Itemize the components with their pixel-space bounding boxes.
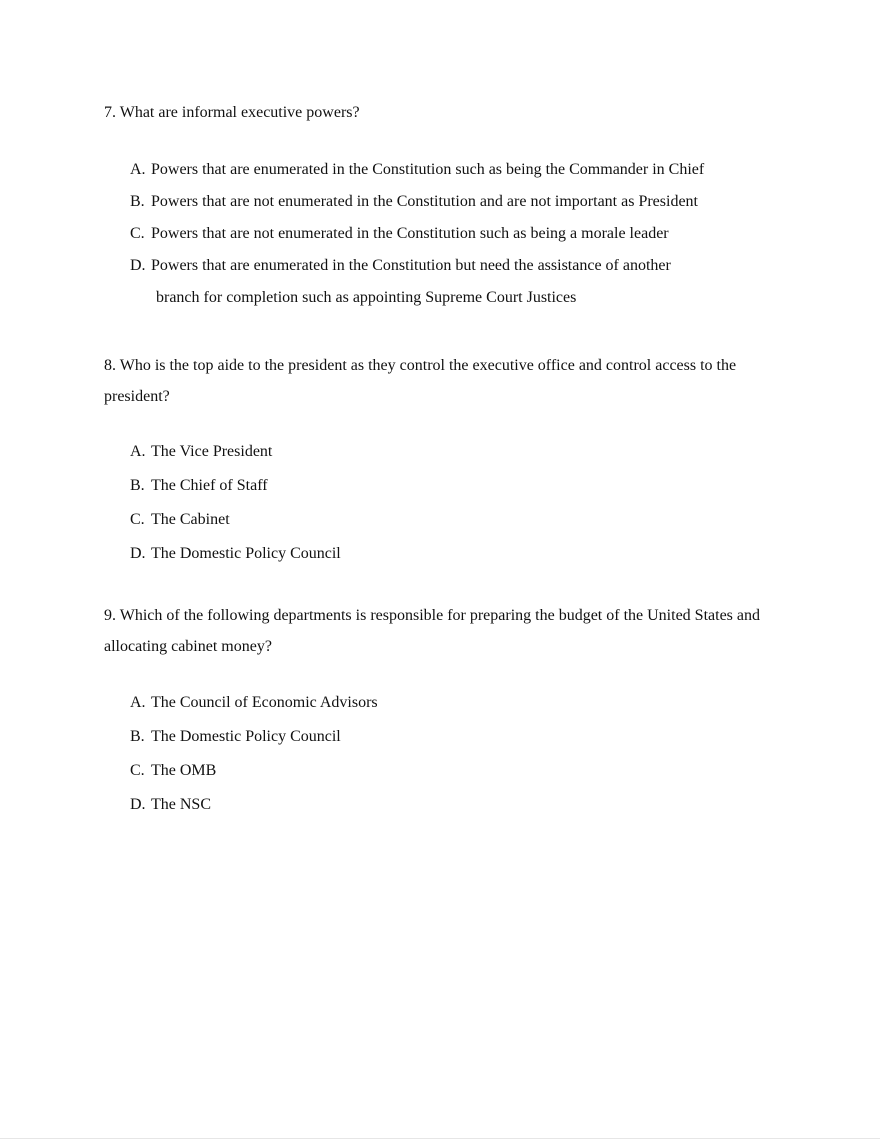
option-letter: B.: [130, 477, 145, 494]
option-8b: [130, 469, 770, 503]
option-letter: D.: [130, 545, 146, 562]
option-text: The OMB: [151, 762, 217, 779]
option-9d: [130, 788, 770, 822]
option-letter: B.: [130, 193, 145, 210]
option-letter: A.: [130, 443, 146, 460]
option-8c: [130, 503, 770, 537]
option-letter: D.: [130, 257, 146, 274]
option-8a: [130, 435, 770, 469]
option-text: The Domestic Policy Council: [151, 545, 341, 562]
option-9a: [130, 686, 770, 720]
option-text: The Cabinet: [151, 511, 230, 528]
option-7d: [130, 250, 770, 313]
option-letter: A.: [130, 161, 146, 178]
question-8: 8. Who is the top aide to the president as they control the executive office and control access to the president?: [104, 357, 737, 405]
option-7c: [130, 218, 770, 250]
question-9: 9. Which of the following departments is responsible for preparing the budget of the United States and allocating cabinet money?: [104, 607, 760, 655]
option-text: The NSC: [151, 796, 211, 813]
option-text: Powers that are not enumerated in the Constitution and are not important as President: [151, 193, 698, 210]
option-text: The Council of Economic Advisors: [151, 694, 378, 711]
option-letter: D.: [130, 796, 146, 813]
option-7b: [130, 186, 770, 218]
option-8d: [130, 537, 770, 571]
option-letter: B.: [130, 728, 145, 745]
question-8-options: [130, 435, 770, 571]
option-letter: A.: [130, 694, 146, 711]
option-9c: [130, 754, 770, 788]
option-text: The Domestic Policy Council: [151, 728, 341, 745]
option-text: Powers that are enumerated in the Constitution such as being the Commander in Chief: [151, 161, 705, 178]
option-letter: C.: [130, 225, 145, 242]
question-7-options: [130, 154, 770, 313]
option-text: Powers that are enumerated in the Constitution but need the assistance of another: [151, 257, 671, 274]
option-9b: [130, 720, 770, 754]
option-letter: C.: [130, 511, 145, 528]
option-text: The Chief of Staff: [151, 477, 268, 494]
option-letter: C.: [130, 762, 145, 779]
question-7: 7. What are informal executive powers?: [104, 104, 360, 121]
option-text: Powers that are not enumerated in the Constitution such as being a morale leader: [151, 225, 669, 242]
option-text: The Vice President: [151, 443, 273, 460]
question-9-options: [130, 686, 770, 822]
option-text-continuation: branch for completion such as appointing Supreme Court Justices: [156, 289, 577, 306]
option-7a: [130, 154, 770, 186]
